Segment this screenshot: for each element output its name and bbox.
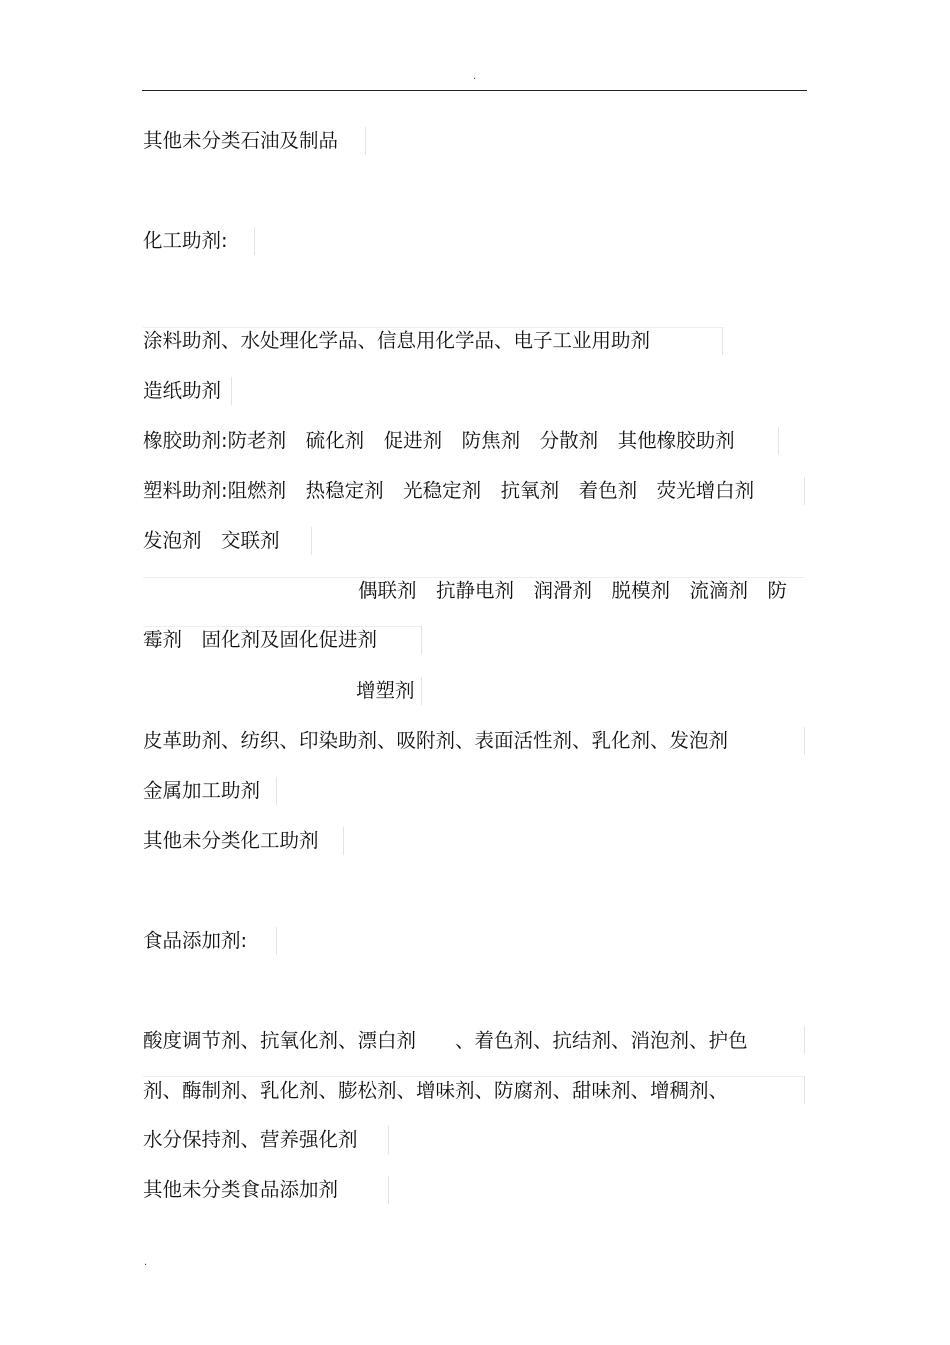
footer-mark: . [144, 1257, 148, 1268]
cell-border [804, 1026, 805, 1054]
text-line-chem-aux-heading: 化工助剂: [143, 229, 228, 252]
cell-border [143, 626, 421, 627]
cell-border [804, 477, 805, 505]
cell-border [804, 727, 805, 755]
text-line-plasticizer: 增塑剂 [356, 679, 415, 702]
header-mark: . [473, 71, 477, 82]
cell-border [421, 626, 422, 654]
text-line-moisture-agent: 水分保持剂、营养强化剂 [143, 1128, 358, 1151]
text-line-leather-aux: 皮革助剂、纺织、印染助剂、吸附剂、表面活性剂、乳化剂、发泡剂 [143, 729, 729, 752]
cell-border [421, 677, 422, 705]
cell-border [343, 827, 344, 855]
cell-border [276, 777, 277, 805]
text-line-chem-aux-other: 其他未分类化工助剂 [143, 829, 319, 852]
text-line-foaming-agent: 发泡剂 交联剂 [143, 529, 280, 552]
cell-border [231, 377, 232, 405]
text-line-mildew-agent: 霉剂 固化剂及固化促进剂 [143, 628, 378, 651]
cell-border [311, 527, 312, 555]
cell-border [143, 1076, 805, 1077]
text-line-acidity-regulator: 酸度调节剂、抗氧化剂、漂白剂 、着色剂、抗结剂、消泡剂、护色 [143, 1029, 748, 1052]
cell-border [722, 327, 723, 355]
text-line-enzyme-agent: 剂、酶制剂、乳化剂、膨松剂、增味剂、防腐剂、甜味剂、增稠剂、 [143, 1079, 729, 1102]
header-rule [142, 90, 807, 91]
cell-border [365, 127, 366, 155]
cell-border [254, 227, 255, 255]
text-line-coating-aux: 涂料助剂、水处理化学品、信息用化学品、电子工业用助剂 [143, 329, 651, 352]
text-line-food-additive-heading: 食品添加剂: [143, 929, 248, 952]
text-line-coupling-agent: 偶联剂 抗静电剂 润滑剂 脱模剂 流滴剂 防 [358, 579, 788, 602]
text-line-rubber-aux: 橡胶助剂:防老剂 硫化剂 促进剂 防焦剂 分散剂 其他橡胶助剂 [143, 429, 735, 452]
text-line-paper-aux: 造纸助剂 [143, 379, 222, 402]
text-line-petroleum-other: 其他未分类石油及制品 [143, 129, 339, 152]
cell-border [388, 1176, 389, 1204]
cell-border [388, 1126, 389, 1154]
cell-border [276, 927, 277, 955]
text-line-metal-aux: 金属加工助剂 [143, 779, 261, 802]
text-line-food-additive-other: 其他未分类食品添加剂 [143, 1178, 339, 1201]
cell-border [778, 427, 779, 455]
text-line-plastic-aux: 塑料助剂:阻燃剂 热稳定剂 光稳定剂 抗氧剂 着色剂 荧光增白剂 [143, 479, 755, 502]
cell-border [804, 1076, 805, 1104]
cell-border [143, 327, 722, 328]
